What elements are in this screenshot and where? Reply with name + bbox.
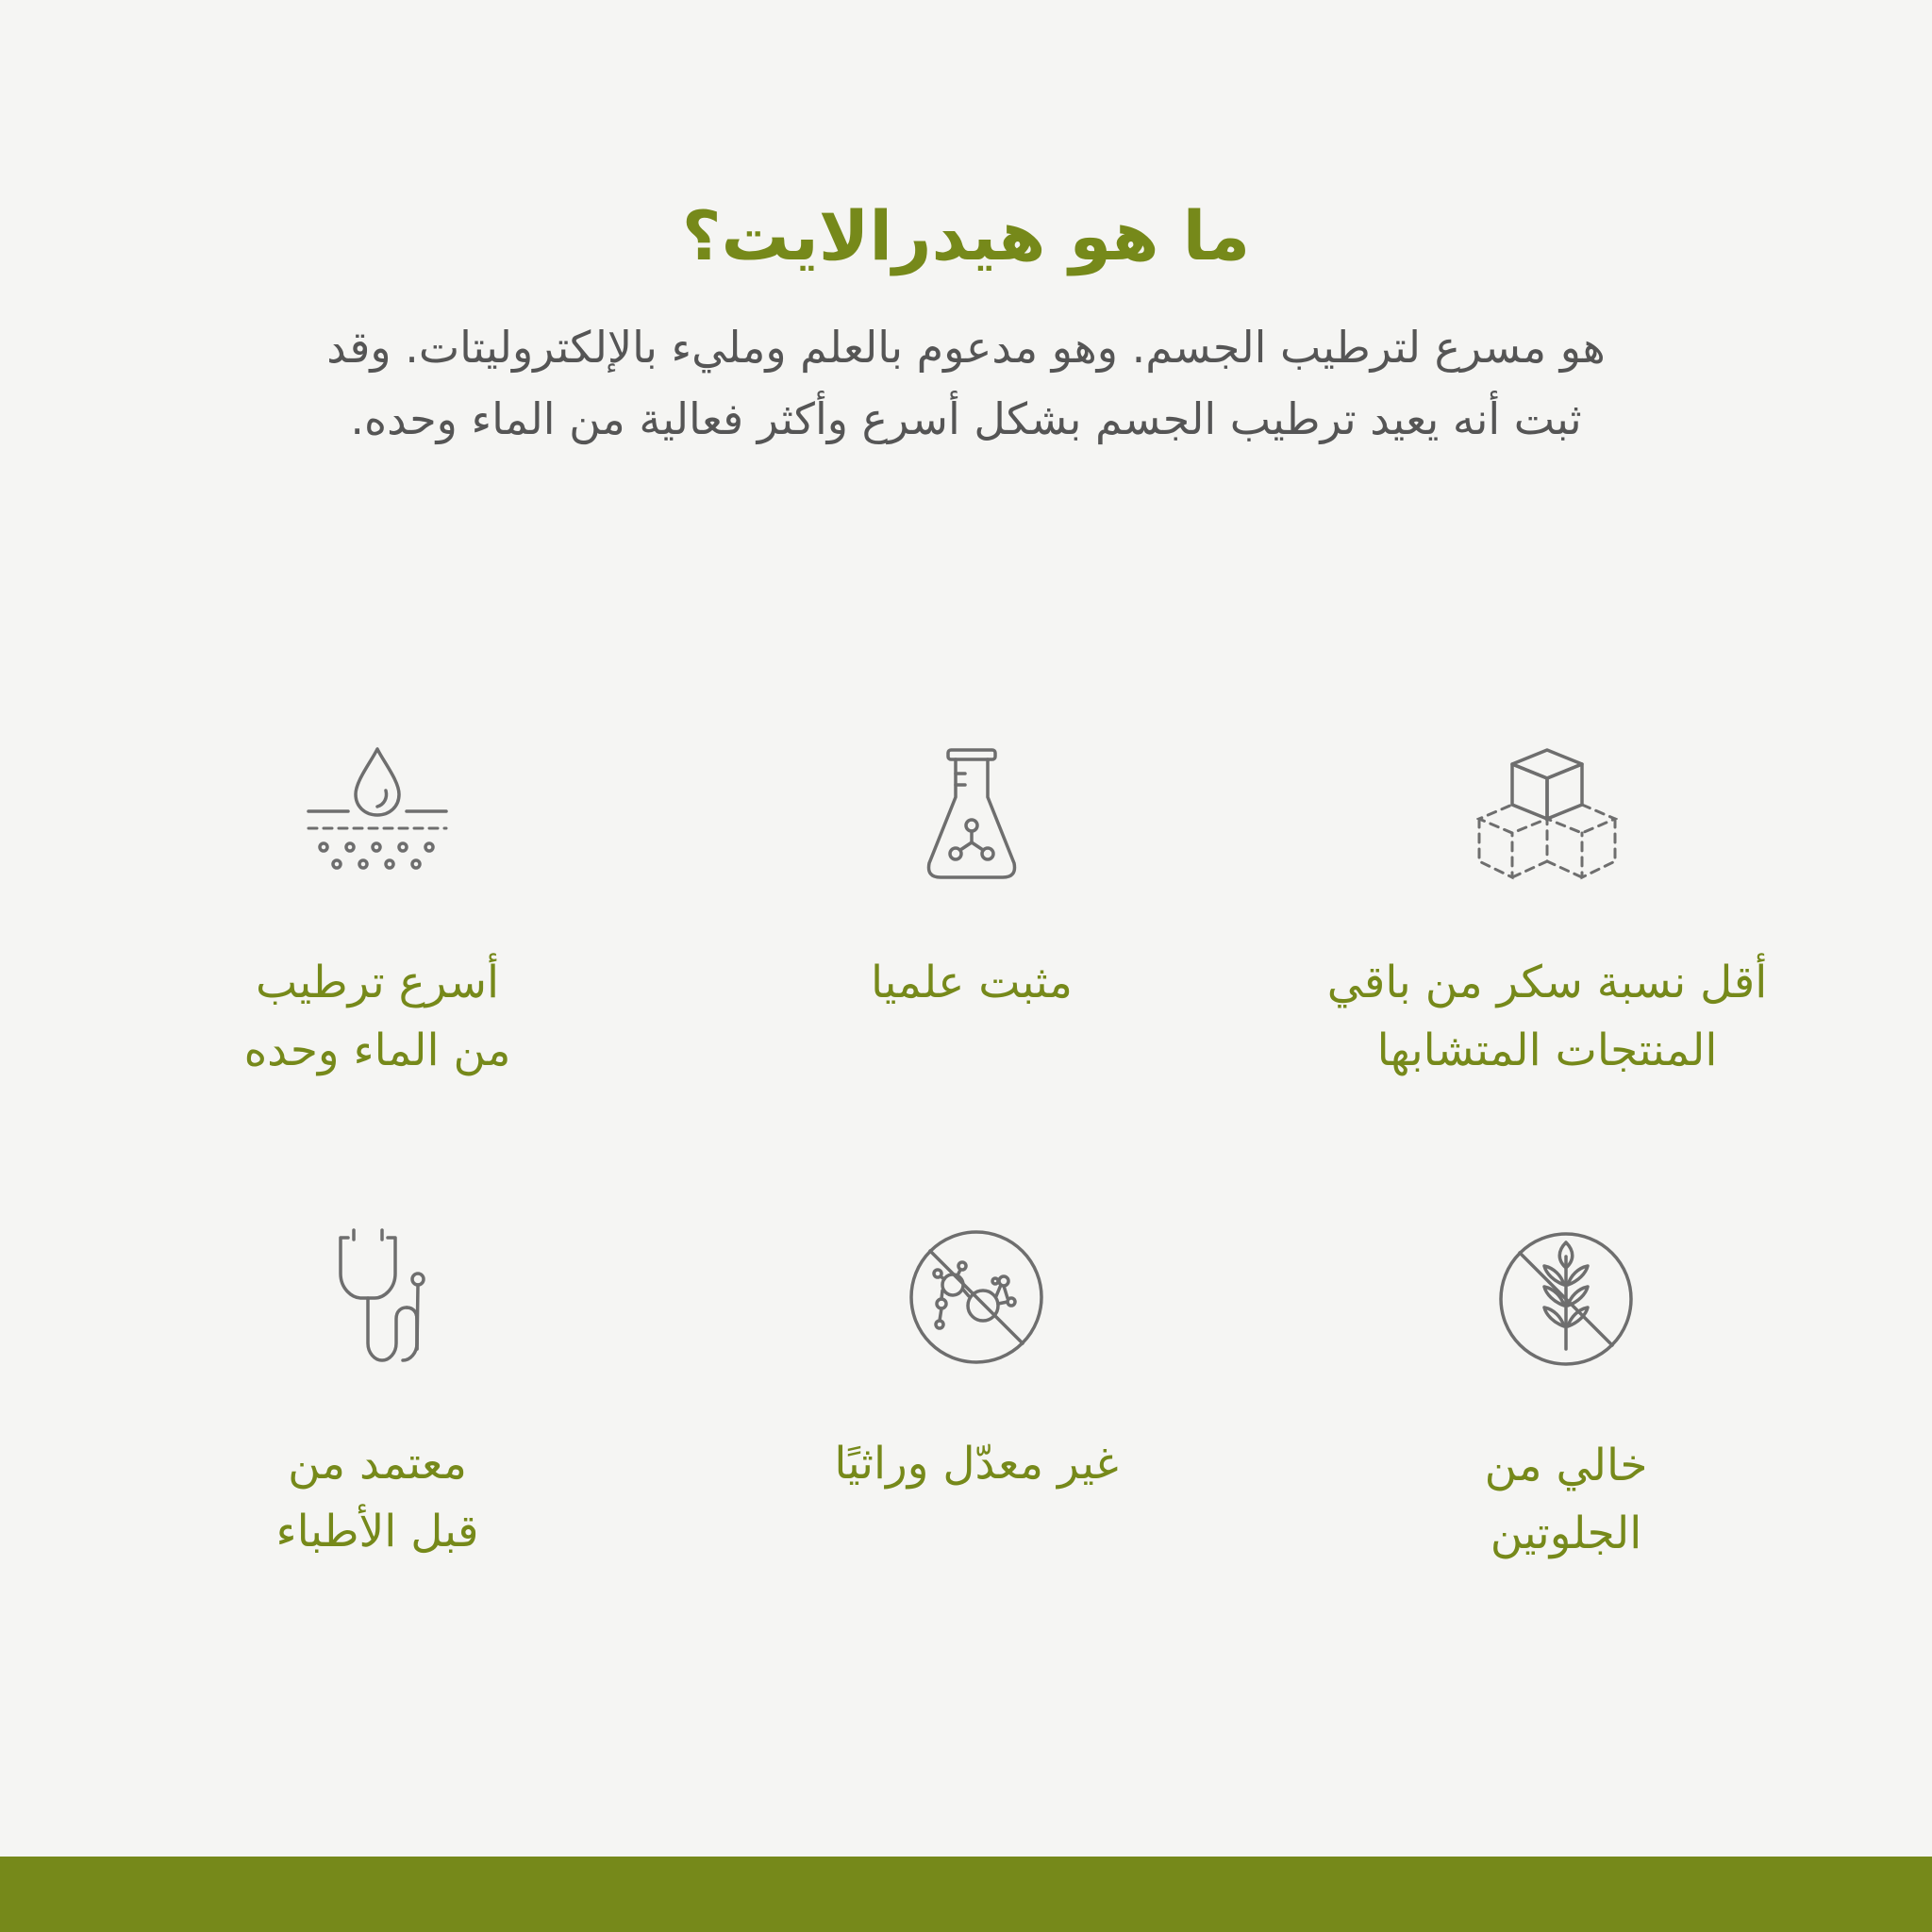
feature-low-sugar (1283, 745, 1811, 1085)
feature-faster-hydration (113, 745, 641, 1085)
feature-non-gmo (712, 1226, 1241, 1498)
stethoscope-icon (307, 1226, 448, 1368)
description-line-2: ثبت أنه يعيد ترطيب الجسم بشكل أسرع وأكثر فعالية من الماء وحده. (350, 393, 1582, 444)
feature-doctor-approved-label: معتمد من قبل الأطباء (275, 1438, 479, 1557)
footer-bar (0, 1857, 1932, 1932)
water-drop-skin-icon (307, 745, 448, 887)
feature-scientifically-proven (708, 745, 1236, 1017)
non-gmo-icon (906, 1226, 1047, 1368)
section-title: ما هو هيدرالايت؟ (681, 196, 1251, 275)
gluten-free-icon (1495, 1228, 1637, 1370)
feature-faster-hydration-label: أسرع ترطيب من الماء وحده (243, 957, 511, 1076)
section-description (179, 311, 1753, 455)
feature-doctor-approved (113, 1226, 641, 1566)
feature-gluten-free-label: خالي من الجلوتين (1484, 1440, 1648, 1559)
feature-gluten-free (1302, 1228, 1830, 1568)
sugar-cubes-icon (1476, 745, 1618, 887)
feature-non-gmo-label: غير معدّل وراثيًا (834, 1438, 1119, 1490)
description-line-1: هو مسرع لترطيب الجسم. وهو مدعوم بالعلم ومليء بالإلكتروليتات. وقد (326, 322, 1606, 373)
feature-scientifically-proven-label: مثبت علميا (871, 957, 1073, 1008)
feature-low-sugar-label: أقل نسبة سكر من باقي المنتجات المتشابها (1326, 957, 1768, 1076)
lab-flask-icon (901, 745, 1042, 887)
